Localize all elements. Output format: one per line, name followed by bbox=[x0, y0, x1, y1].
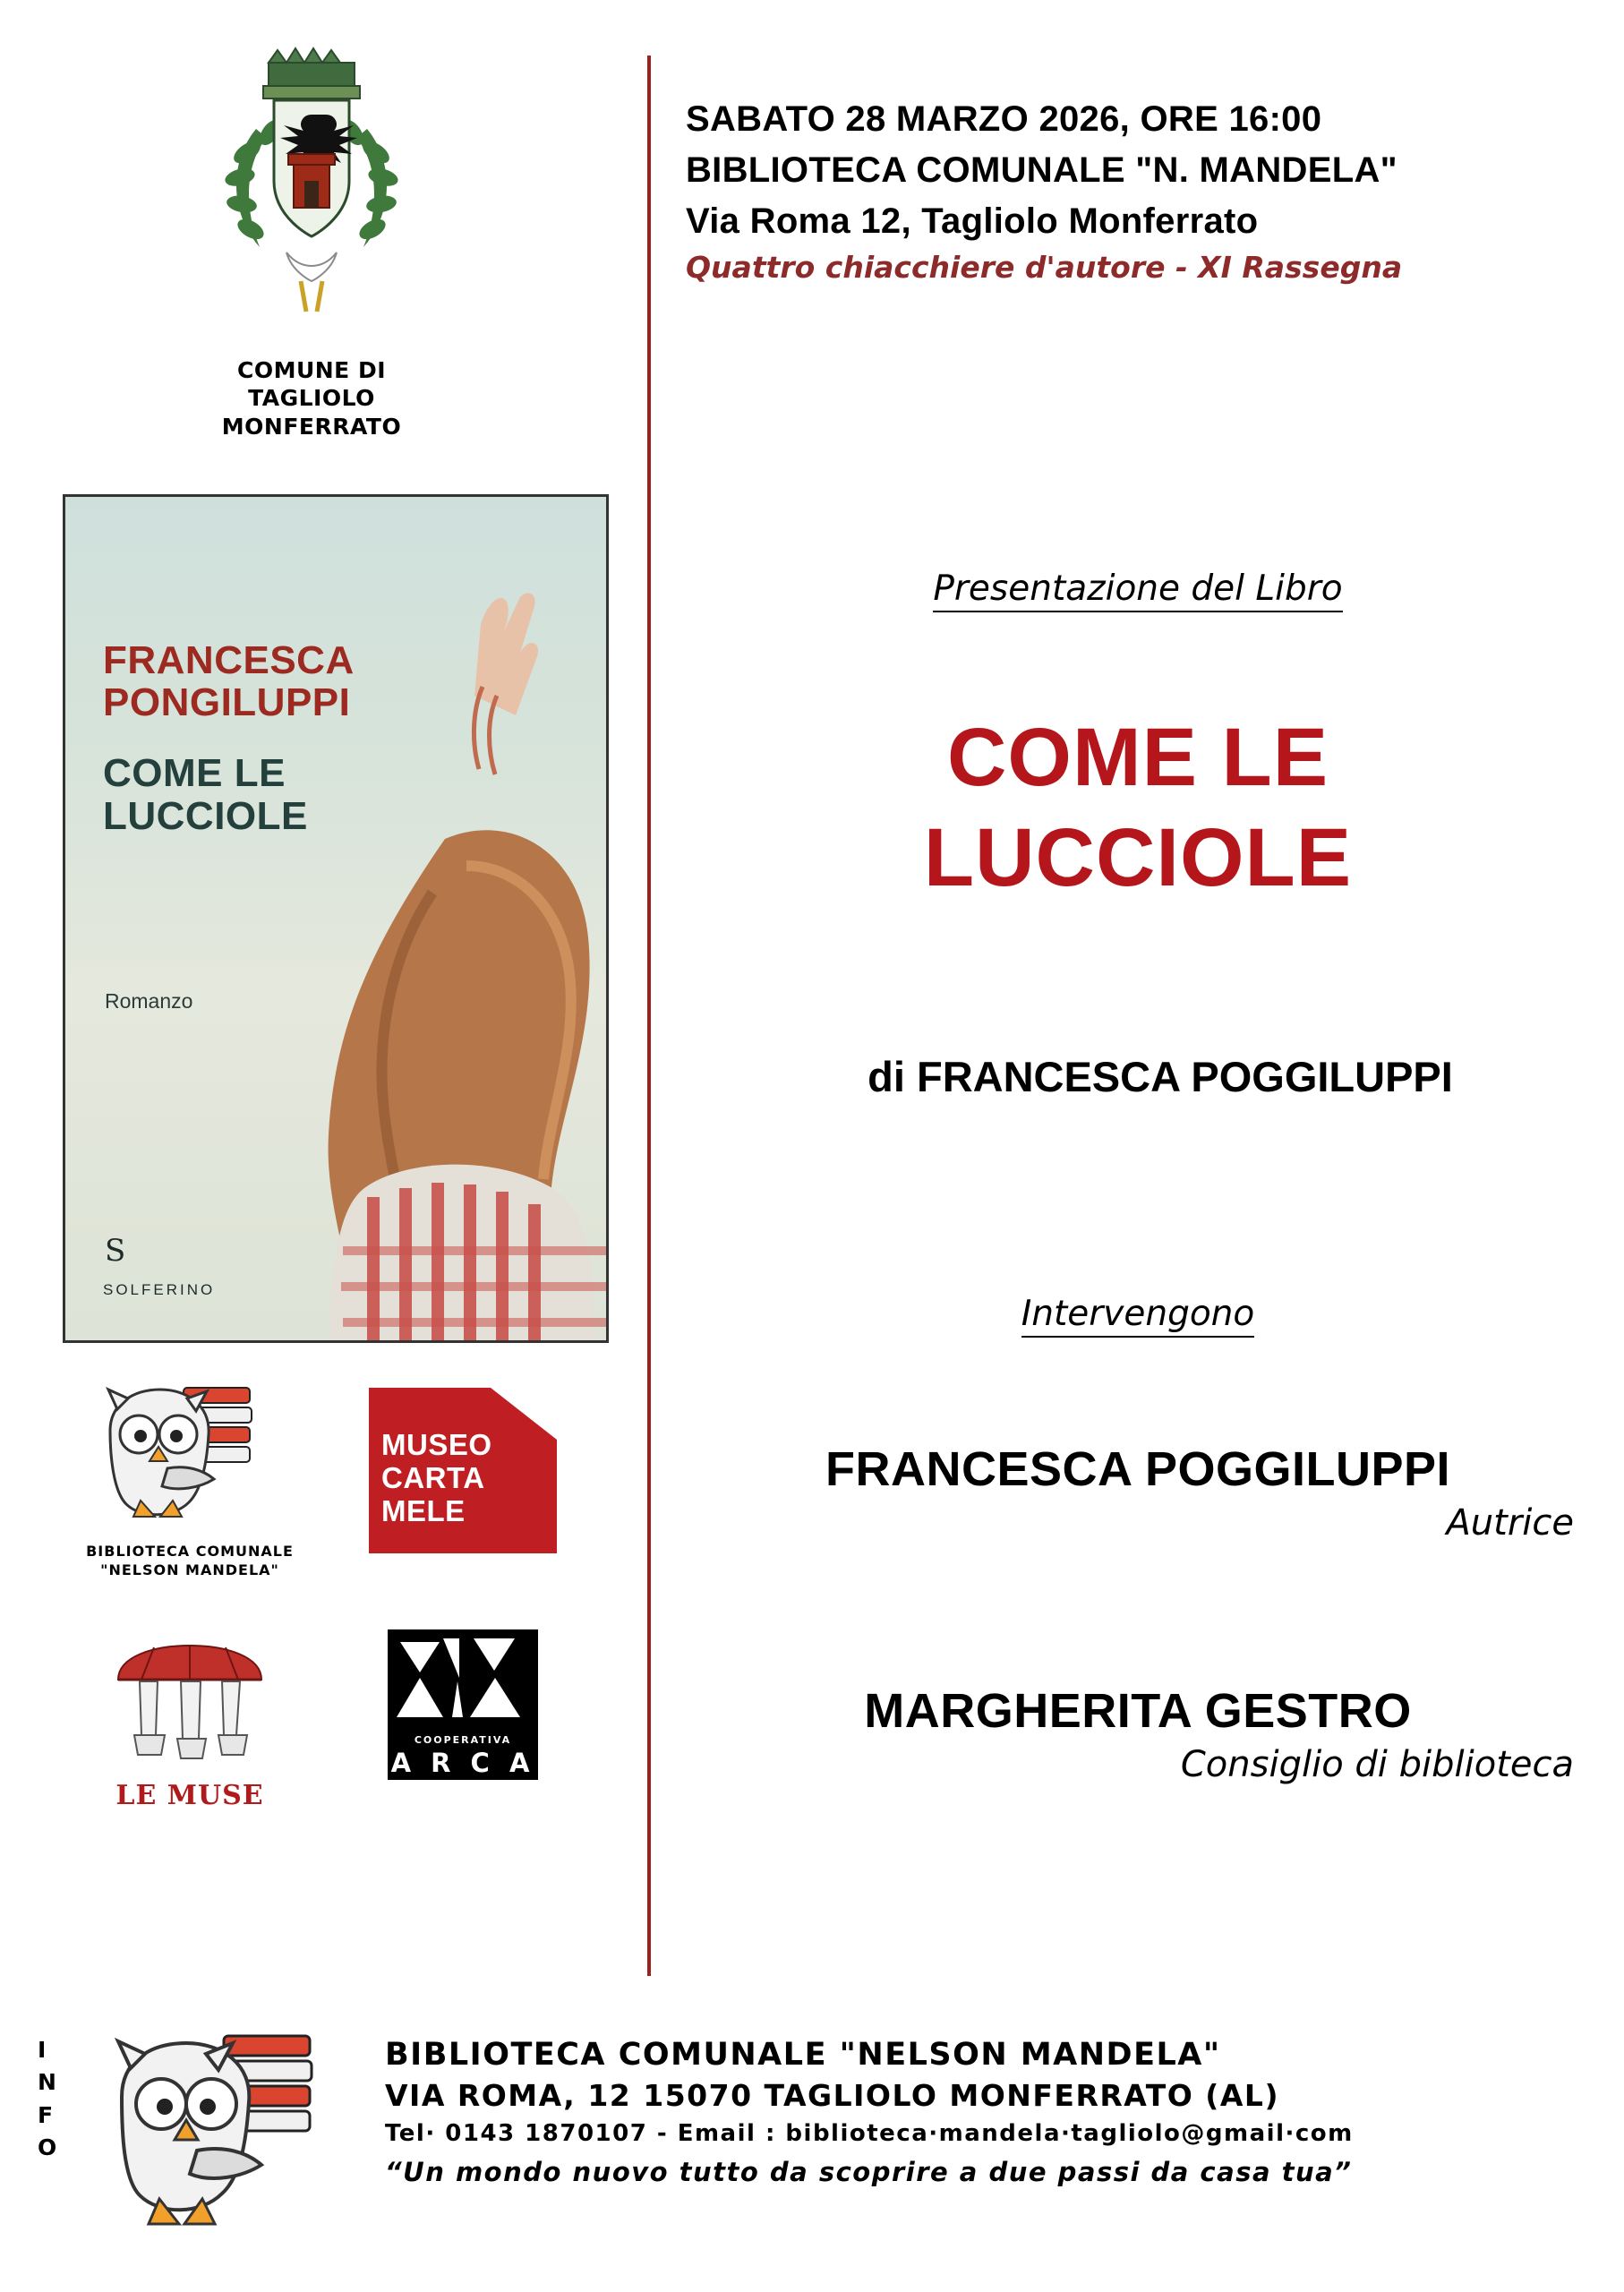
speaker-entry bbox=[677, 1441, 1599, 1544]
footer-slogan: “Un mondo nuovo tutto da scoprire a due passi da casa tua” bbox=[385, 2156, 1353, 2187]
speaker-role: Autrice bbox=[1446, 1502, 1574, 1544]
event-date: SABATO 28 MARZO 2026, ORE 16:00 bbox=[686, 99, 1322, 139]
arca-sub-label: COOPERATIVA bbox=[414, 1734, 512, 1746]
sponsor-biblioteca-caption-line1: BIBLIOTECA COMUNALE bbox=[86, 1543, 294, 1560]
cover-publisher-mark: S bbox=[105, 1233, 126, 1269]
book-cover-image bbox=[63, 494, 609, 1343]
book-author-line: di FRANCESCA POGGILUPPI bbox=[868, 1053, 1453, 1100]
footer-address: VIA ROMA, 12 15070 TAGLIOLO MONFERRATO (AL) bbox=[385, 2078, 1280, 2114]
museo-line1: MUSEO bbox=[381, 1428, 492, 1461]
info-vertical-label bbox=[38, 2034, 57, 2164]
comune-label-line1: COMUNE DI bbox=[236, 357, 387, 383]
cover-genre: Romanzo bbox=[105, 989, 193, 1013]
event-address: Via Roma 12, Tagliolo Monferrato bbox=[686, 201, 1259, 241]
sponsor-biblioteca-owl bbox=[73, 1379, 306, 1580]
info-letter-f: F bbox=[38, 2101, 55, 2128]
footer-contact-block bbox=[0, 2014, 1624, 2292]
museo-line2: CARTA bbox=[381, 1460, 485, 1494]
vertical-divider bbox=[647, 56, 651, 1976]
cover-author: FRANCESCA PONGILUPPI bbox=[103, 638, 355, 724]
presentation-label bbox=[677, 569, 1599, 609]
book-title-headline bbox=[677, 707, 1599, 908]
sponsor-le-muse-caption: LE MUSE bbox=[115, 1780, 264, 1811]
left-column bbox=[0, 0, 643, 2006]
arca-mark-icon bbox=[388, 1629, 538, 1737]
comune-crest-block bbox=[204, 47, 419, 440]
le-muse-icon bbox=[100, 1638, 279, 1773]
book-title-line2: LUCCIOLE bbox=[923, 812, 1353, 904]
sponsor-le-muse bbox=[82, 1638, 297, 1811]
comune-crest-icon bbox=[204, 47, 419, 351]
owl-mascot-icon bbox=[78, 1379, 302, 1535]
comune-label bbox=[204, 356, 419, 440]
comune-label-line2: TAGLIOLO MONFERRATO bbox=[221, 385, 402, 440]
info-letter-i: I bbox=[38, 2037, 47, 2063]
sponsor-museo-carta-mele bbox=[360, 1388, 566, 1553]
owl-mascot-icon bbox=[90, 2023, 358, 2283]
speaker-name: MARGHERITA GESTRO bbox=[864, 1684, 1412, 1738]
footer-library-name: BIBLIOTECA COMUNALE "NELSON MANDELA" bbox=[385, 2037, 1221, 2073]
speaker-name: FRANCESCA POGGILUPPI bbox=[825, 1442, 1451, 1496]
sponsor-biblioteca-caption-line2: "NELSON MANDELA" bbox=[100, 1561, 279, 1578]
arca-logo-box bbox=[388, 1629, 538, 1780]
speakers-label-text: Intervengono bbox=[1021, 1294, 1255, 1338]
sponsor-biblioteca-caption bbox=[73, 1543, 306, 1580]
event-header bbox=[686, 94, 1617, 285]
cover-publisher: SOLFERINO bbox=[103, 1281, 216, 1298]
presentation-label-text: Presentazione del Libro bbox=[933, 569, 1342, 612]
speaker-entry bbox=[677, 1683, 1599, 1785]
event-venue: BIBLIOTECA COMUNALE "N. MANDELA" bbox=[686, 150, 1397, 190]
museo-corner-shape bbox=[491, 1388, 557, 1440]
museo-logo-box bbox=[369, 1388, 557, 1553]
arca-name-label: A R C A bbox=[390, 1748, 535, 1778]
footer-text-block bbox=[385, 2034, 1603, 2193]
sponsor-cooperativa-arca bbox=[369, 1629, 557, 1780]
museo-logo-text bbox=[381, 1429, 492, 1528]
museo-line3: MELE bbox=[381, 1493, 466, 1527]
speaker-role: Consiglio di biblioteca bbox=[1180, 1744, 1574, 1785]
event-series: Quattro chiacchiere d'autore - XI Rassegna bbox=[686, 250, 1403, 286]
sponsor-logos bbox=[64, 1370, 602, 1925]
info-letter-n: N bbox=[38, 2069, 57, 2096]
speakers-label bbox=[677, 1294, 1599, 1334]
book-title-line1: COME LE bbox=[946, 712, 1329, 803]
info-letter-o: O bbox=[38, 2134, 58, 2160]
cover-title: COME LE LUCCIOLE bbox=[103, 751, 308, 838]
footer-contact: Tel· 0143 1870107 - Email : biblioteca·mandela·tagliolo@gmail·com bbox=[385, 2119, 1354, 2147]
